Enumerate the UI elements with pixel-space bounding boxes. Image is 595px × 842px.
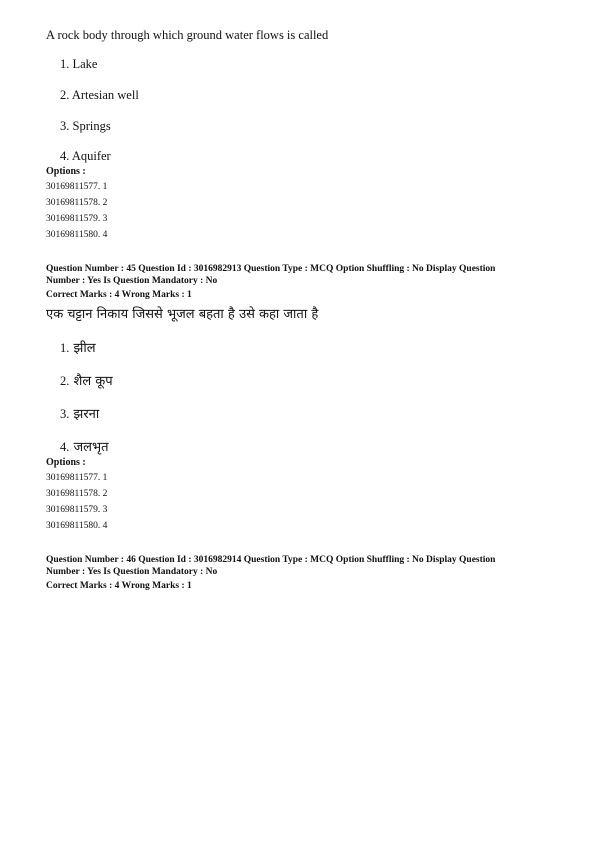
question-meta [46, 554, 495, 592]
option-id: 30169811578. 2 [46, 198, 108, 208]
option-3 [60, 119, 111, 134]
meta-line: Question Number : 45 Question Id : 3016982913 Question Type : MCQ Option Shuffling : No Display Question [46, 264, 496, 274]
option-id: 30169811578. 2 [46, 489, 108, 499]
option-number: 2. [60, 88, 70, 102]
option-4 [60, 149, 111, 164]
options-label: Options : [46, 457, 86, 468]
option-text: Artesian well [71, 88, 139, 102]
option-id: 30169811580. 4 [46, 521, 108, 531]
option-text: झरना [73, 407, 100, 422]
option-number: 1. [60, 57, 70, 71]
question-text-hindi: एक चट्टान निकाय जिससे भूजल बहता है उसे कहा जाता है [46, 307, 319, 322]
option-number: 4. [60, 149, 70, 163]
question-meta [46, 263, 495, 301]
option-4 [60, 437, 109, 455]
meta-line: Correct Marks : 4 Wrong Marks : 1 [46, 290, 192, 300]
question-text: A rock body through which ground water flows is called [46, 28, 329, 42]
option-3 [60, 404, 99, 422]
option-text: झील [73, 341, 96, 356]
options-label: Options : [46, 166, 86, 177]
option-text: जलभृत [73, 440, 109, 455]
option-1 [60, 338, 96, 356]
option-1 [60, 57, 97, 72]
option-number: 2. [60, 374, 70, 388]
option-id: 30169811579. 3 [46, 214, 108, 224]
option-text: Lake [72, 57, 98, 71]
meta-line: Correct Marks : 4 Wrong Marks : 1 [46, 581, 192, 591]
option-id: 30169811577. 1 [46, 182, 108, 192]
option-text: Springs [72, 119, 111, 133]
option-text: शैल कूप [73, 374, 113, 389]
meta-line: Number : Yes Is Question Mandatory : No [46, 567, 218, 577]
option-id: 30169811580. 4 [46, 230, 108, 240]
option-number: 4. [60, 440, 70, 454]
option-2 [60, 371, 113, 389]
option-number: 3. [60, 119, 70, 133]
option-id: 30169811579. 3 [46, 505, 108, 515]
option-text: Aquifer [71, 149, 111, 163]
option-id: 30169811577. 1 [46, 473, 108, 483]
meta-line: Number : Yes Is Question Mandatory : No [46, 276, 218, 286]
option-number: 1. [60, 341, 70, 355]
option-2 [60, 88, 139, 103]
meta-line: Question Number : 46 Question Id : 3016982914 Question Type : MCQ Option Shuffling : No Display Question [46, 555, 496, 565]
option-number: 3. [60, 407, 70, 421]
